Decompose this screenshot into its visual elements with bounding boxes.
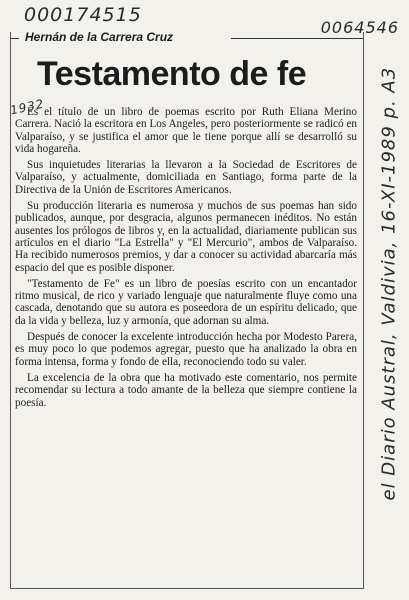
article-body — [15, 106, 357, 413]
byline-rule-left — [11, 38, 19, 39]
byline-rule-right — [231, 38, 363, 39]
article-headline: Testamento de fe — [37, 55, 307, 93]
handwritten-year: 1932 — [8, 96, 46, 118]
article-clipping — [10, 32, 364, 589]
article-paragraph: Sus inquietudes literarias la llevaron a la Sociedad de Escritores de Valparaíso, y actualmente, domiciliada en Santiago, forma parte de la Directiva de la Unión de Escritores Americanos. — [15, 159, 357, 196]
article-paragraph: Su producción literaria es numerosa y muchos de sus poemas han sido publicados, aunque, por desgracia, algunos permanecen inéditos. No están ausentes los prólogos de libros y, en la actualidad, diariamente publican sus artículos en el diario "La Estrella" y "El Mercurio", ambos de Valparaíso. Ha recibido numerosos premios, y dar a conocer su actividad abarcaría más espacio del que es posible disponer. — [15, 200, 357, 274]
article-paragraph: La excelencia de la obra que ha motivado este comentario, nos permite recomendar su lectura a todo amante de la belleza que siempre contiene la poesía. — [15, 371, 357, 409]
article-paragraph: "Testamento de Fe" es un libro de poesías escrito con un encantador ritmo musical, de rico y variado lenguaje que naturalmente fluye como una cascada, denotando que su autora es poseedora de un espíritu delicado, que da la vida y belleza, luz y armonía, que adornan su alma. — [15, 277, 357, 327]
byline-row — [11, 32, 363, 44]
handwritten-catalog-number: 0064546 — [320, 18, 399, 37]
article-paragraph: Es el título de un libro de poemas escrito por Ruth Eliana Merino Carrera. Nació la escritora en Los Angeles, pero posteriormente se radicó en Valparaíso, y se justifica el amor que le tiene porque allí se desarrolló su vida hogareña. — [15, 106, 357, 155]
article-byline: Hernán de la Carrera Cruz — [25, 30, 174, 44]
handwritten-source-note: el Diario Austral, Valdivia, 16-XI-1989 p. A3 — [378, 66, 400, 501]
handwritten-archive-number: 000174515 — [24, 4, 142, 26]
article-paragraph: Después de conocer la excelente introducción hecha por Modesto Parera, es muy poco lo que podemos agregar, puesto que ha analizado la obra en forma intensa, forma y fondo de ella, reconociendo todo su valer. — [15, 331, 357, 368]
